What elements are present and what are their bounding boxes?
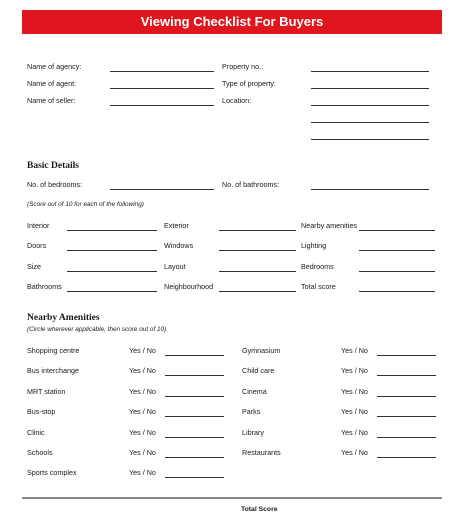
score-field[interactable] xyxy=(67,291,157,292)
yes-no-choice[interactable]: Yes / No xyxy=(341,387,368,396)
property-no-label: Property no.: xyxy=(222,62,264,71)
agent-name-field[interactable] xyxy=(110,88,214,89)
score-note: (Score out of 10 for each of the following) xyxy=(27,201,144,208)
property-type-label: Type of property: xyxy=(222,79,276,88)
amenity-score-field[interactable] xyxy=(165,457,224,458)
score-item-label: Lighting xyxy=(301,241,327,250)
score-item-label: Total score xyxy=(301,282,336,291)
yes-no-choice[interactable]: Yes / No xyxy=(341,448,368,457)
agency-name-field[interactable] xyxy=(110,71,214,72)
amenity-label: Cinema xyxy=(242,387,267,396)
basic-details-heading: Basic Details xyxy=(27,161,79,171)
amenity-label: Sports complex xyxy=(27,468,77,477)
amenity-label: Shopping centre xyxy=(27,346,80,355)
nearby-note: (Circle wherever applicable, then score out of 10) xyxy=(27,326,167,333)
score-item-label: Size xyxy=(27,262,41,271)
score-field[interactable] xyxy=(359,250,435,251)
bedrooms-count-field[interactable] xyxy=(110,189,214,190)
yes-no-choice[interactable]: Yes / No xyxy=(129,428,156,437)
amenity-score-field[interactable] xyxy=(165,375,224,376)
score-item-label: Interior xyxy=(27,221,50,230)
score-field[interactable] xyxy=(219,271,296,272)
divider xyxy=(22,497,442,499)
seller-name-field[interactable] xyxy=(110,105,214,106)
bedrooms-count-label: No. of bedrooms: xyxy=(27,180,83,189)
seller-name-label: Name of seller: xyxy=(27,96,76,105)
total-score-label: Total Score xyxy=(241,506,278,513)
amenity-label: Library xyxy=(242,428,264,437)
score-item-label: Bedrooms xyxy=(301,262,334,271)
amenity-score-field[interactable] xyxy=(165,437,224,438)
amenity-score-field[interactable] xyxy=(377,396,436,397)
amenity-score-field[interactable] xyxy=(165,396,224,397)
score-item-label: Windows xyxy=(164,241,194,250)
amenity-label: MRT station xyxy=(27,387,66,396)
bathrooms-count-field[interactable] xyxy=(311,189,429,190)
yes-no-choice[interactable]: Yes / No xyxy=(129,448,156,457)
location-field-line-3[interactable] xyxy=(311,139,429,140)
score-item-label: Layout xyxy=(164,262,186,271)
score-field[interactable] xyxy=(67,230,157,231)
score-field[interactable] xyxy=(67,250,157,251)
location-label: Location: xyxy=(222,96,252,105)
score-field[interactable] xyxy=(219,230,296,231)
amenity-score-field[interactable] xyxy=(377,355,436,356)
yes-no-choice[interactable]: Yes / No xyxy=(129,387,156,396)
yes-no-choice[interactable]: Yes / No xyxy=(129,468,156,477)
yes-no-choice[interactable]: Yes / No xyxy=(129,366,156,375)
score-field[interactable] xyxy=(359,271,435,272)
amenity-label: Gymnasium xyxy=(242,346,281,355)
amenity-label: Bus interchange xyxy=(27,366,79,375)
amenity-label: Bus-stop xyxy=(27,407,56,416)
score-field[interactable] xyxy=(219,250,296,251)
amenity-score-field[interactable] xyxy=(165,477,224,478)
yes-no-choice[interactable]: Yes / No xyxy=(129,346,156,355)
agent-name-label: Name of agent: xyxy=(27,79,77,88)
amenity-label: Restaurants xyxy=(242,448,281,457)
score-item-label: Doors xyxy=(27,241,47,250)
score-item-label: Neighbourhood xyxy=(164,282,214,291)
page-title: Viewing Checklist For Buyers xyxy=(22,10,442,34)
location-field-line-2[interactable] xyxy=(311,122,429,123)
nearby-amenities-heading: Nearby Amenities xyxy=(27,313,100,323)
yes-no-choice[interactable]: Yes / No xyxy=(129,407,156,416)
amenity-score-field[interactable] xyxy=(377,437,436,438)
score-item-label: Bathrooms xyxy=(27,282,62,291)
amenity-label: Child care xyxy=(242,366,275,375)
score-field[interactable] xyxy=(67,271,157,272)
yes-no-choice[interactable]: Yes / No xyxy=(341,366,368,375)
score-item-label: Exterior xyxy=(164,221,189,230)
amenity-score-field[interactable] xyxy=(165,416,224,417)
property-type-field[interactable] xyxy=(311,88,429,89)
amenity-score-field[interactable] xyxy=(165,355,224,356)
amenity-label: Parks xyxy=(242,407,261,416)
yes-no-choice[interactable]: Yes / No xyxy=(341,346,368,355)
score-field[interactable] xyxy=(219,291,296,292)
agency-name-label: Name of agency: xyxy=(27,62,82,71)
amenity-score-field[interactable] xyxy=(377,416,436,417)
score-field[interactable] xyxy=(359,230,435,231)
property-no-field[interactable] xyxy=(311,71,429,72)
score-item-label: Nearby amenities xyxy=(301,221,357,230)
amenity-score-field[interactable] xyxy=(377,375,436,376)
amenity-label: Schools xyxy=(27,448,53,457)
amenity-label: Clinic xyxy=(27,428,45,437)
bathrooms-count-label: No. of bathrooms: xyxy=(222,180,280,189)
amenity-score-field[interactable] xyxy=(377,457,436,458)
yes-no-choice[interactable]: Yes / No xyxy=(341,428,368,437)
score-field[interactable] xyxy=(359,291,435,292)
location-field[interactable] xyxy=(311,105,429,106)
yes-no-choice[interactable]: Yes / No xyxy=(341,407,368,416)
